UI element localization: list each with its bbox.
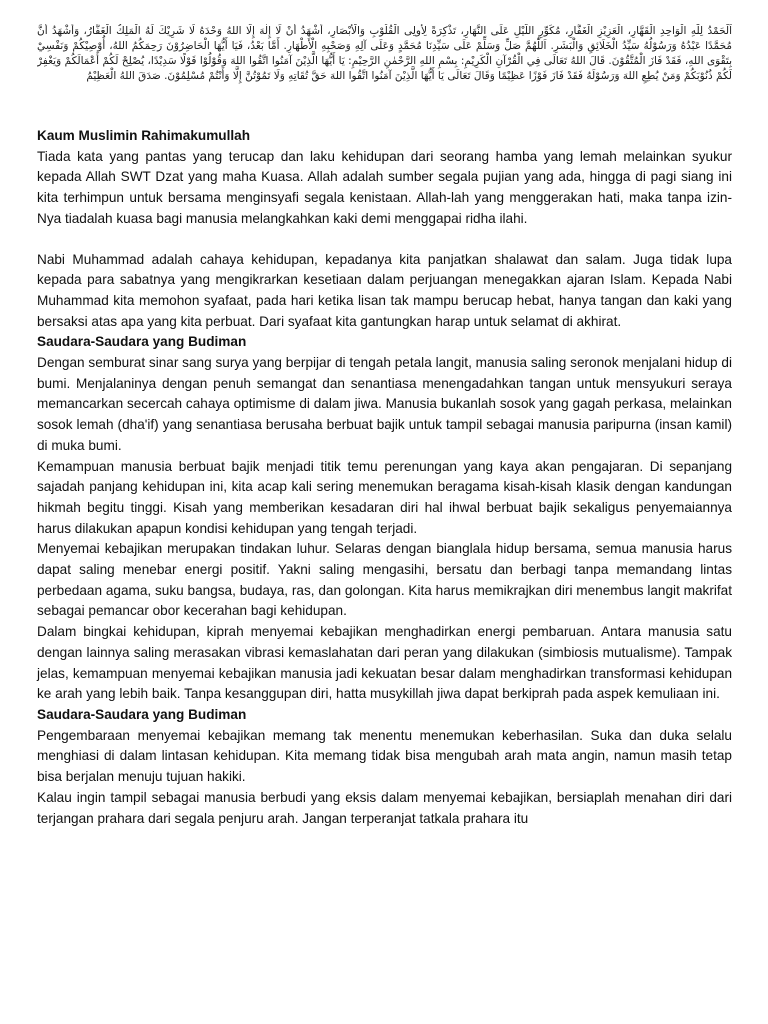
paragraph: Nabi Muhammad adalah cahaya kehidupan, kepadanya kita panjatkan shalawat dan salam. Juga tidak lupa kepada para sabatnya yang mengikrarkan kesetiaan dalam perjuangan menegakkan ajaran Islam. Kepada Nabi Muhammad kita memohon syafaat, pada hari ketika lisan tak mampu berucap hebat, hanya tangan dan kaki yang bersaksi atas apa yang kita perbuat. Dari syafaat kita gantungkan harap untuk selamat di akhirat.	[37, 251, 732, 329]
section-heading: Kaum Muslimin Rahimakumullah	[37, 128, 251, 143]
sermon-page	[37, 24, 732, 829]
paragraph: Pengembaraan menyemai kebajikan memang tak menentu menemukan keberhasilan. Suka dan duka selalu menghiasi di dalam lintasan kehidupan. Kita memang tidak bisa mengubah arah mata angin, namun masih tetap bisa berjalan menuju tujuan hakiki.	[37, 727, 732, 785]
paragraph: Tiada kata yang pantas yang terucap dan laku kehidupan dari seorang hamba yang lemah melainkan syukur kepada Allah SWT Dzat yang maha Kuasa. Allah adalah sumber segala pujian yang ada, hingga di pagi siang ini kita terhimpun untuk bersama menginsyafi segala kenistaan. Allah-lah yang menggerakan hati, maka tanpa izin-Nya tiadalah kuasa bagi manusia melangkahkan kaki demi menggapai ridha ilahi.	[37, 148, 732, 226]
section-heading: Saudara-Saudara yang Budiman	[37, 706, 247, 722]
paragraph: Dengan semburat sinar sang surya yang berpijar di tengah petala langit, manusia saling seronok menjalani hidup di bumi. Menjalaninya dengan penuh semangat dan senantiasa menengadahkan tangan untuk mensyukuri seraya memancarkan secercah cahaya optimisme di dalam jiwa. Manusia bukanlah sosok yang gagah perkasa, melainkan sosok lemah (dha'if) yang senantiasa berusaha berbuat bajik untuk tampil sebagai manusia paripurna (insan kamil) di muka bumi.	[37, 355, 732, 453]
paragraph: Menyemai kebajikan merupakan tindakan luhur. Selaras dengan bianglala hidup bersama, semua manusia harus dapat saling menebar energi positif. Yakni saling mengasihi, bersatu dan berbagi tanpa memandang lintas perbedaan agama, suku bangsa, budaya, ras, dan golongan. Kita harus memikrajkan diri menembus langit makrifat sebagai pemancar obor kecerahan bagi kehidupan.	[37, 541, 732, 619]
paragraph: Dalam bingkai kehidupan, kiprah menyemai kebajikan menghadirkan energi pembaruan. Antara manusia satu dengan lainnya saling merasakan vibrasi kemaslahatan dari peran yang dilakukan (simbiosis mutualisme). Tampak jelas, kemampuan menyemai kebajikan manusia jadi kekuatan besar dalam menghadirkan transformasi kehidupan ke arah yang lebih baik. Tanpa kesanggupan diri, hatta musykillah jiwa dapat berkiprah pada aspek kemuliaan ini.	[37, 624, 732, 702]
sermon-body	[37, 126, 732, 829]
section-heading: Saudara-Saudara yang Budiman	[37, 334, 247, 350]
paragraph: Kemampuan manusia berbuat bajik menjadi titik temu perenungan yang kaya akan pengajaran. Di sepanjang sajadah panjang kehidupan ini, kita acap kali sering menemukan beragama kisah-kisah klasik dengan kandungan hikmah begitu tinggi. Kisah yang memberikan kesadaran diri hal ihwal berbuat bajik sekaligus penyemaiannya harus dilakukan apapun kondisi kehidupan yang tengah terjadi.	[37, 458, 732, 536]
paragraph: Kalau ingin tampil sebagai manusia berbudi yang eksis dalam menyemai kebajikan, bersiaplah menahan diri dari terjangan prahara dari segala penjuru arah. Jangan terperanjat tatkala prahara itu	[37, 789, 732, 826]
opening-arabic-text: اَلْحَمْدُ لِلّٰهِ الْوَاحِدِ الْقَهَّارِ، الْعَزِيْزِ الْغَفَّارِ، مُكَوِّرِ اللَّيْلِ عَلَى النَّهَارِ، تَذْكِرَةً لِأُولِى الْقُلُوْبِ وَالْأَبْصَارِ، أَشْهَدُ أَنْ لَا إِلٰهَ إِلَّا اللهُ وَحْدَهُ لَا شَرِيْكَ لَهُ الْمَلِكُ الْغَفَّارُ، وَأَشْهَدُ أَنَّ مُحَمَّدًا عَبْدُهُ وَرَسُوْلُهُ سَيِّدُ الْخَلَائِقِ وَالْبَشَرِ. اَللّٰهُمَّ صَلِّ وَسَلِّمْ عَلَى سَيِّدِنَا مُحَمَّدٍ وَعَلَى آلِهِ وَصَحْبِهِ الْأَطْهَارِ. أَمَّا بَعْدُ، فَيَا أَيُّهَا الْحَاضِرُوْنَ رَحِمَكُمُ اللهُ، أُوْصِيْكُمْ وَنَفْسِيْ بِتَقْوَى اللهِ، فَقَدْ فَازَ الْمُتَّقُوْنَ. قَالَ اللهُ تَعَالَى فِي الْقُرْآنِ الْكَرِيْمِ: بِسْمِ اللهِ الرَّحْمٰنِ الرَّحِيْمِ: يَا أَيُّهَا الَّذِيْنَ آمَنُوا اتَّقُوا اللهَ وَقُوْلُوْا قَوْلًا سَدِيْدًا، يُصْلِحْ لَكُمْ أَعْمَالَكُمْ وَيَغْفِرْ لَكُمْ ذُنُوْبَكُمْ وَمَنْ يُطِعِ اللهَ وَرَسُوْلَهُ فَقَدْ فَازَ فَوْزًا عَظِيْمًا وَقَالَ تَعَالَى يَا أَيُّهَا الَّذِيْنَ آمَنُوا اتَّقُوا اللهَ حَقَّ تُقَاتِهِ وَلَا تَمُوْتُنَّ إِلَّا وَأَنْتُمْ مُسْلِمُوْنَ. صَدَقَ اللهُ الْعَظِيْمُ	[37, 25, 732, 82]
